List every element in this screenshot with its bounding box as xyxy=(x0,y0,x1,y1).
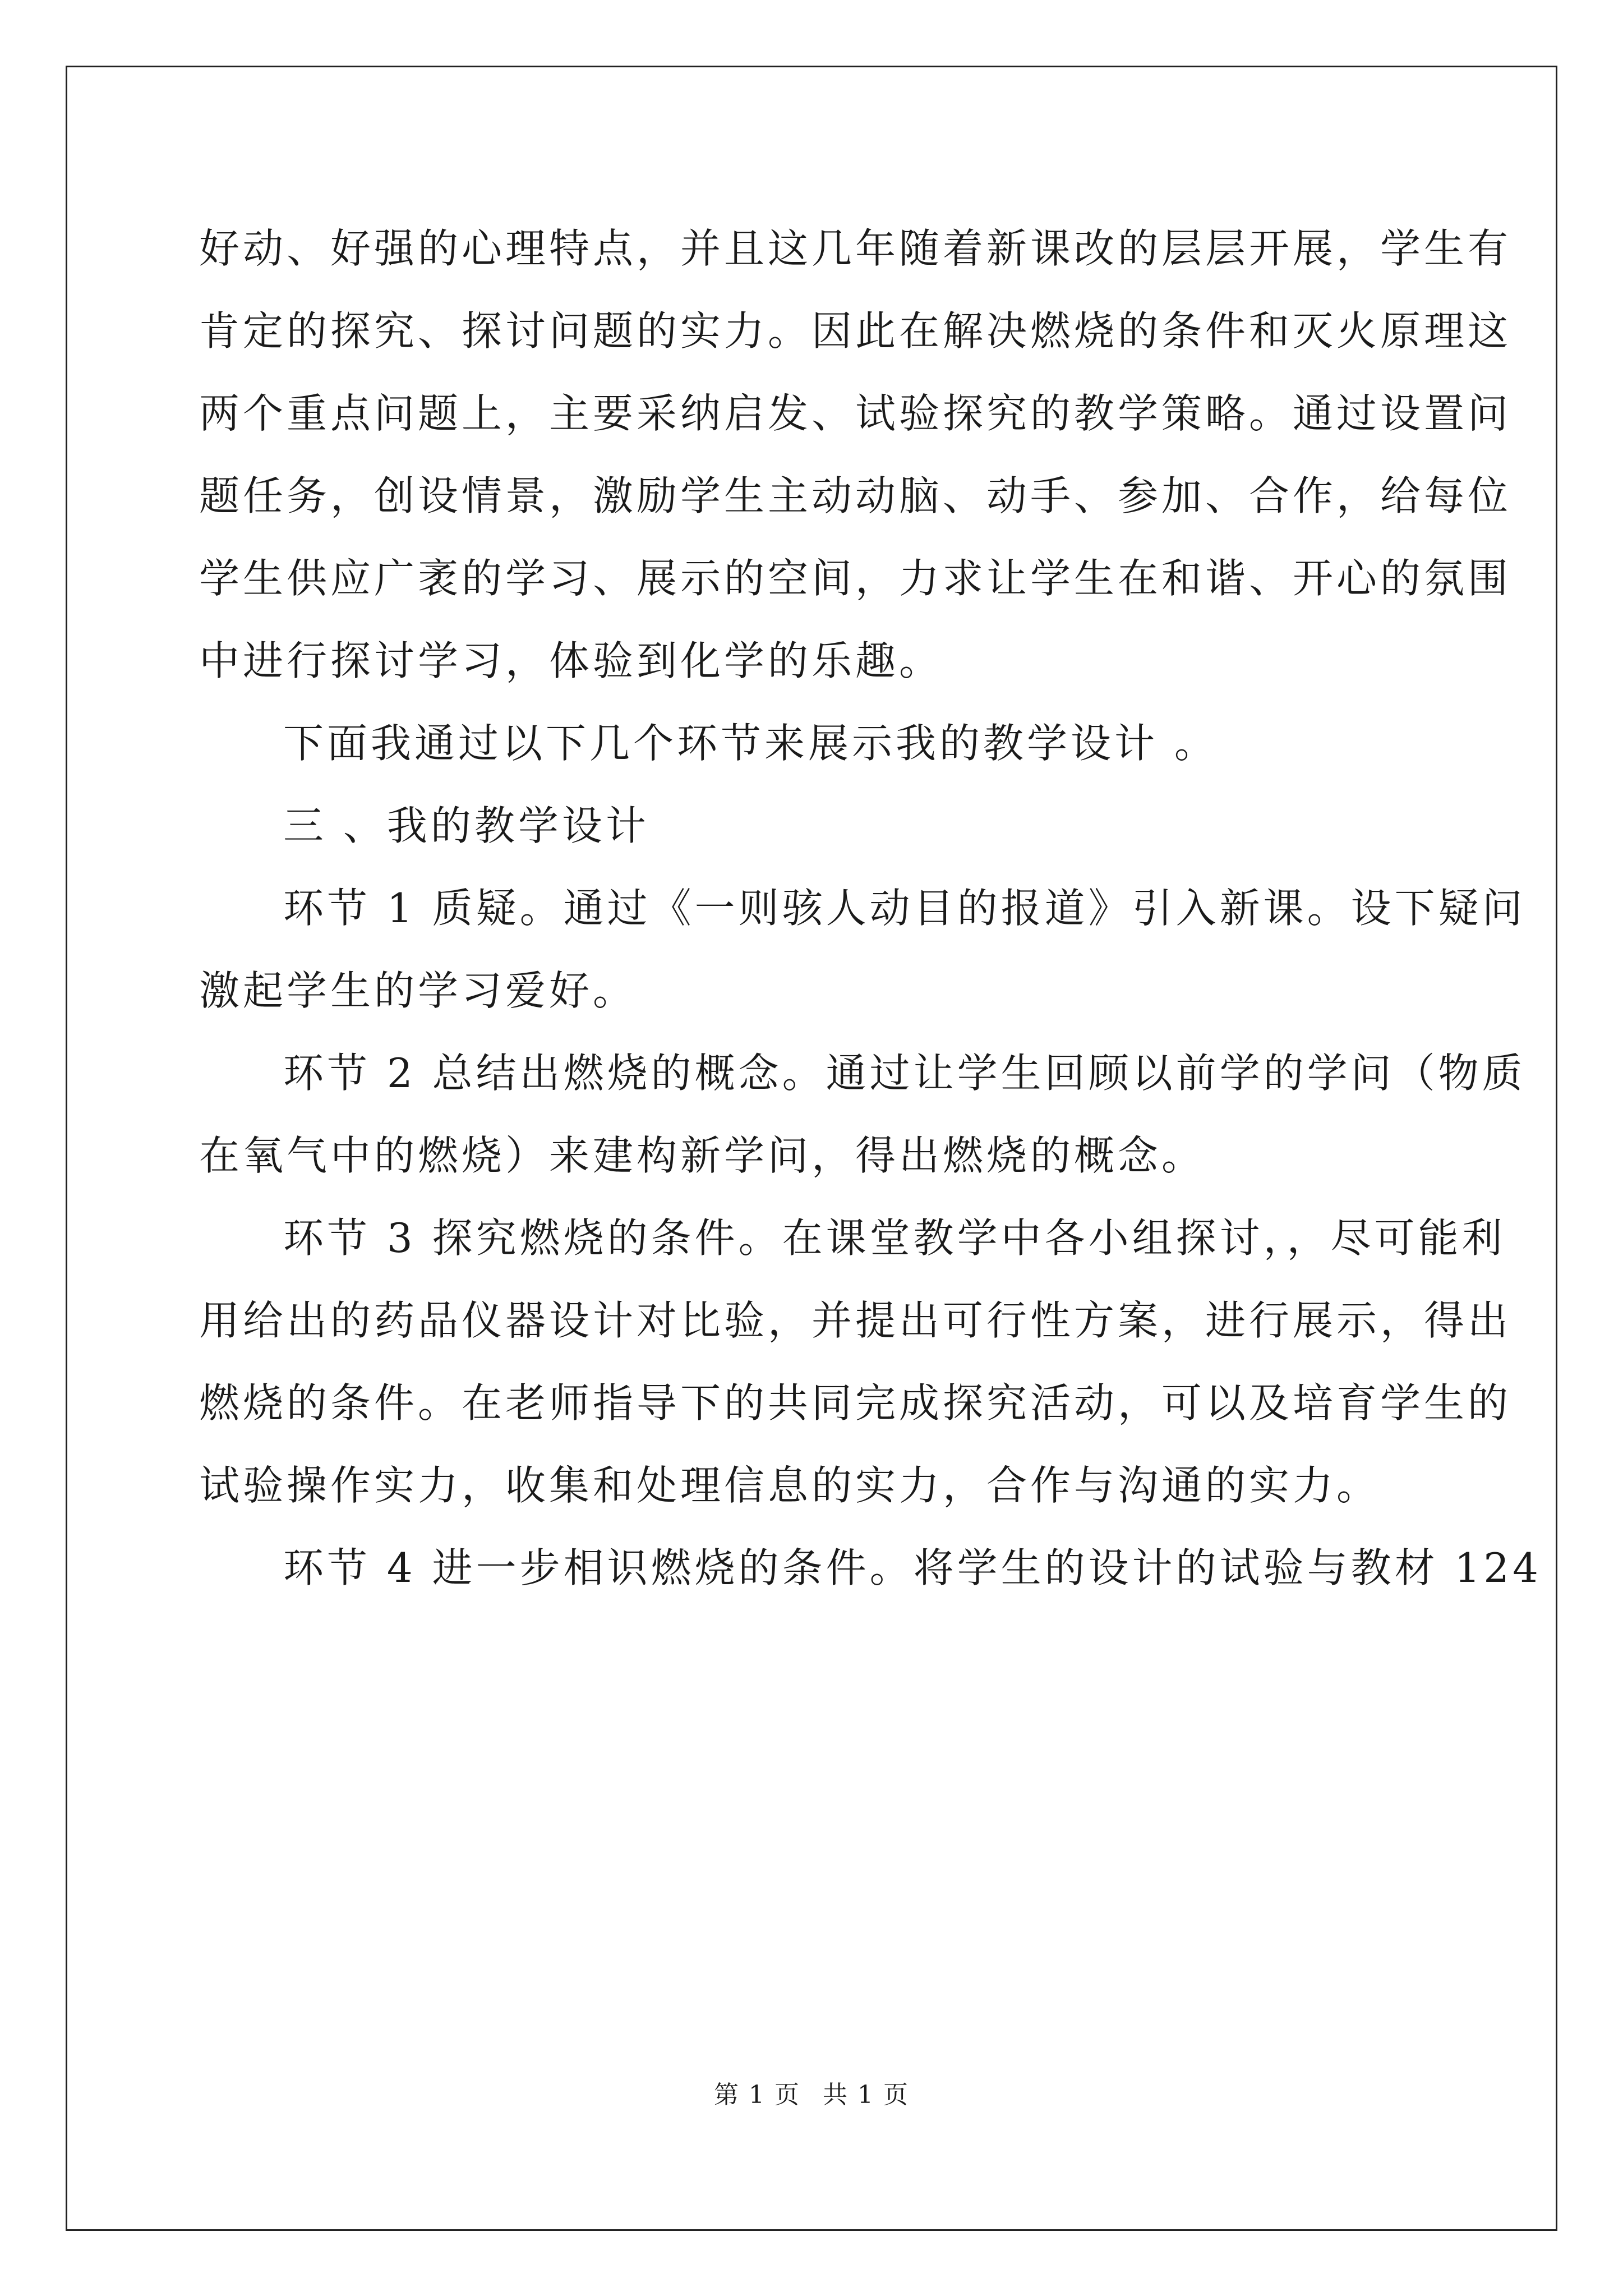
document-body xyxy=(199,208,1542,1609)
text-line-indented: 环节 2 总结出燃烧的概念。通过让学生回顾以前学的学问（物质 xyxy=(283,1050,1526,1097)
text-line: 试验操作实力，收集和处理信息的实力，合作与沟通的实力。 xyxy=(199,1462,1381,1509)
page-footer xyxy=(0,2078,1623,2112)
text-line: 学生供应广袤的学习、展示的空间，力求让学生在和谐、开心的氛围 xyxy=(199,555,1512,602)
paragraph xyxy=(199,1197,1512,1527)
page-total: 共 1 页 xyxy=(823,2081,909,2109)
text-line-indented: 环节 3 探究燃烧的条件。在课堂教学中各小组探讨，，尽可能利 xyxy=(283,1214,1506,1262)
text-line: 两个重点问题上，主要采纳启发、试验探究的教学策略。通过设置问 xyxy=(199,390,1512,437)
paragraph xyxy=(199,1032,1526,1197)
paragraph xyxy=(199,1527,1542,1609)
text-line: 好动、好强的心理特点，并且这几年随着新课改的层层开展，学生有 xyxy=(199,225,1512,272)
text-line: 激起学生的学习爱好。 xyxy=(199,967,637,1014)
text-line: 用给出的药品仪器设计对比验，并提出可行性方案，进行展示，得出 xyxy=(199,1297,1512,1344)
text-line: 题任务，创设情景，激励学生主动动脑、动手、参加、合作，给每位 xyxy=(199,472,1512,519)
text-line: 中进行探讨学习，体验到化学的乐趣。 xyxy=(199,637,943,684)
paragraph xyxy=(199,867,1526,1032)
text-line: 燃烧的条件。在老师指导下的共同完成探究活动，可以及培育学生的 xyxy=(199,1379,1512,1427)
paragraph xyxy=(199,208,1512,702)
text-line: 在氧气中的燃烧）来建构新学问，得出燃烧的概念。 xyxy=(199,1132,1206,1179)
text-line-indented: 三 、我的教学设计 xyxy=(283,802,649,849)
text-line: 肯定的探究、探讨问题的实力。因此在解决燃烧的条件和灭火原理这 xyxy=(199,307,1512,355)
text-line-indented: 环节 4 进一步相识燃烧的条件。将学生的设计的试验与教材 124 xyxy=(283,1544,1542,1591)
text-line-indented: 下面我通过以下几个环节来展示我的教学设计 。 xyxy=(283,720,1218,767)
paragraph xyxy=(199,702,1427,785)
section-heading xyxy=(199,785,1427,867)
text-line-indented: 环节 1 质疑。通过《一则骇人动目的报道》引入新课。设下疑问 xyxy=(283,885,1526,932)
page-number: 第 1 页 xyxy=(714,2081,800,2109)
